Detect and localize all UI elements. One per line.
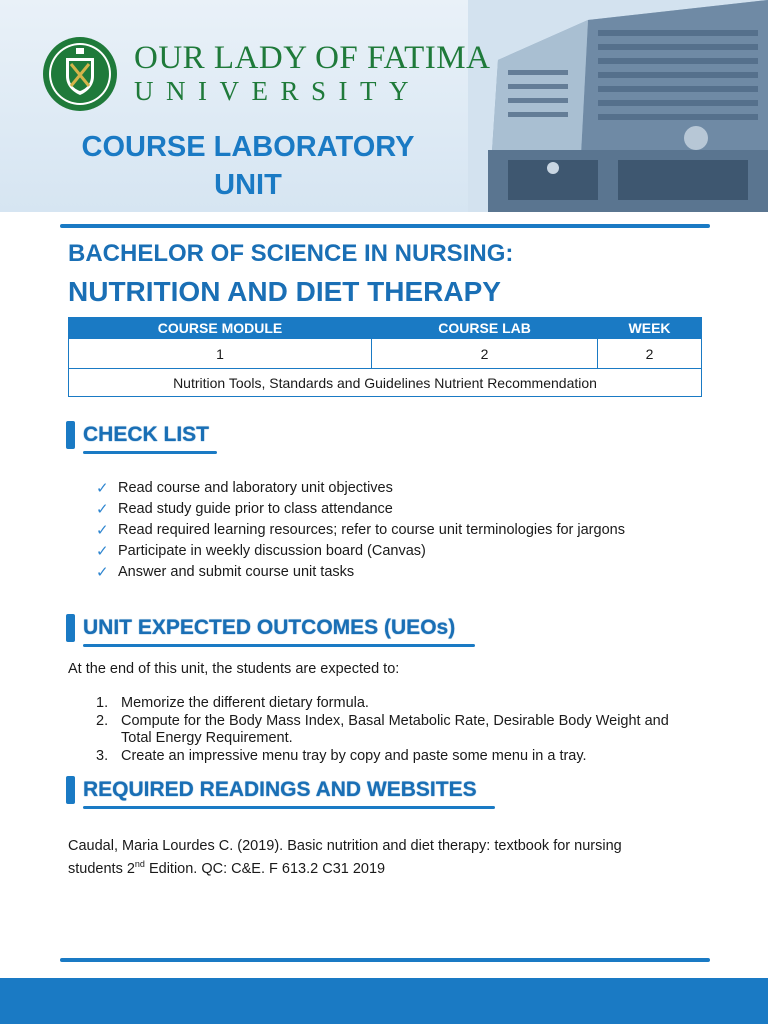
checklist bbox=[96, 477, 625, 582]
university-name-line2: UNIVERSITY bbox=[134, 76, 421, 106]
course-title: NUTRITION AND DIET THERAPY bbox=[68, 276, 501, 307]
check-mark-icon: ✓ bbox=[96, 479, 109, 497]
checklist-heading-label: CHECK LIST bbox=[83, 423, 209, 446]
unit-title: COURSE LABORATORY UNIT bbox=[81, 131, 415, 201]
value-course-lab: 2 bbox=[372, 339, 598, 369]
top-divider bbox=[60, 224, 710, 228]
list-item: ✓ Read course and laboratory unit objectives bbox=[96, 479, 393, 497]
footer-bar bbox=[0, 978, 768, 1024]
value-course-module: 1 bbox=[69, 339, 372, 369]
list-item: ✓ Read required learning resources; refer to course unit terminologies for jargons bbox=[96, 521, 625, 539]
header-banner bbox=[0, 0, 768, 212]
value-week: 2 bbox=[598, 339, 702, 369]
list-item: ✓ Answer and submit course unit tasks bbox=[96, 563, 355, 581]
unit-topic: Nutrition Tools, Standards and Guidelines Nutrient Recommendation bbox=[69, 369, 702, 397]
university-name-line1: OUR LADY OF FATIMA bbox=[134, 40, 491, 76]
check-mark-icon: ✓ bbox=[96, 563, 109, 581]
program-title: BACHELOR OF SCIENCE IN NURSING: bbox=[68, 240, 514, 267]
list-item: ✓ Read study guide prior to class attendance bbox=[96, 500, 393, 518]
check-mark-icon: ✓ bbox=[96, 521, 109, 539]
list-item: 1. Memorize the different dietary formula. bbox=[96, 695, 369, 711]
list-item: 3. Create an impressive menu tray by copy and paste some menu in a tray. bbox=[96, 747, 587, 764]
outcomes-heading-label: UNIT EXPECTED OUTCOMES (UEOs) bbox=[83, 616, 456, 639]
header-week: WEEK bbox=[598, 318, 702, 339]
header-course-lab: COURSE LAB bbox=[372, 318, 598, 339]
list-item: ✓ Participate in weekly discussion board (Canvas) bbox=[96, 542, 426, 560]
check-mark-icon: ✓ bbox=[96, 500, 109, 518]
university-building-image bbox=[468, 0, 768, 212]
header-course-module: COURSE MODULE bbox=[69, 318, 372, 339]
bottom-divider bbox=[60, 958, 710, 962]
readings-heading-label: REQUIRED READINGS AND WEBSITES bbox=[83, 778, 477, 801]
outcomes-intro: At the end of this unit, the students are expected to: bbox=[68, 661, 400, 677]
check-mark-icon: ✓ bbox=[96, 542, 109, 560]
university-seal-icon bbox=[42, 36, 118, 112]
readings-heading bbox=[66, 775, 477, 805]
reading-citation: Caudal, Maria Lourdes C. (2019). Basic nutrition and diet therapy: textbook for nursing students 2nd Edition. QC: C&E. F 613.2 C31 2019 bbox=[68, 838, 622, 877]
course-info-table bbox=[68, 317, 702, 397]
list-item: 2. Compute for the Body Mass Index, Basal Metabolic Rate, Desirable Body Weight and Total Energy Requirement. bbox=[96, 712, 669, 746]
checklist-heading bbox=[66, 420, 209, 450]
outcomes-list bbox=[96, 695, 686, 765]
outcomes-heading bbox=[66, 613, 455, 643]
